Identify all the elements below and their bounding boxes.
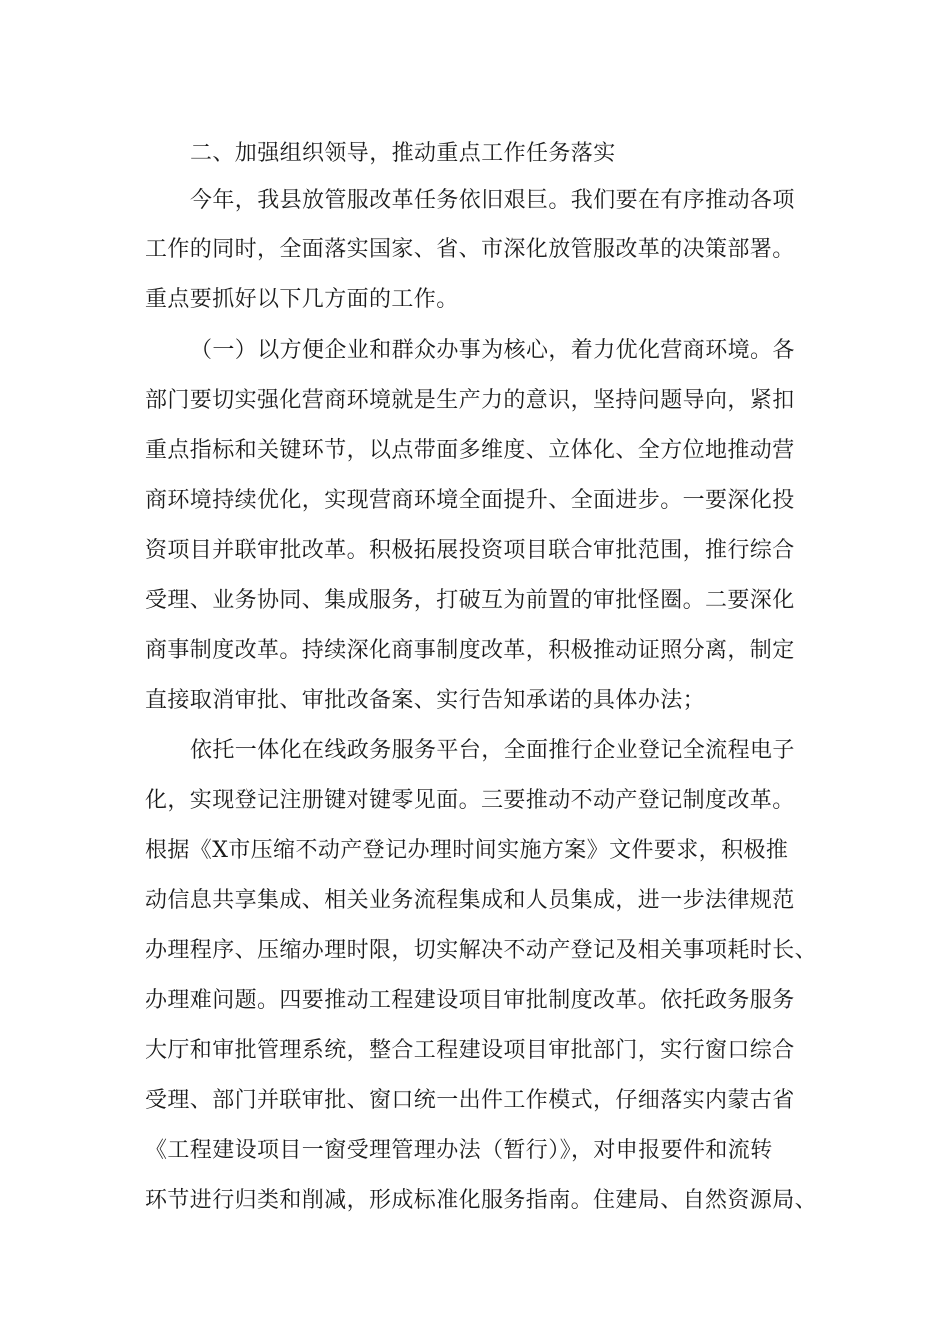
paragraph-line: 受理、部门并联审批、窗口统一出件工作模式，仔细落实内蒙古省	[145, 1088, 795, 1113]
paragraph-line: 办理难问题。四要推动工程建设项目审批制度改革。依托政务服务	[145, 988, 795, 1013]
paragraph-line: 根据《X市压缩不动产登记办理时间实施方案》文件要求，积极推	[145, 838, 789, 863]
paragraph-line: 动信息共享集成、相关业务流程集成和人员集成，进一步法律规范	[145, 888, 795, 913]
paragraph-line: 受理、业务协同、集成服务，打破互为前置的审批怪圈。二要深化	[145, 588, 795, 613]
section-heading: 二、加强组织领导，推动重点工作任务落实	[190, 141, 616, 166]
paragraph-line: 环节进行归类和削减，形成标准化服务指南。住建局、自然资源局、	[145, 1188, 818, 1213]
paragraph-line: 资项目并联审批改革。积极拓展投资项目联合审批范围，推行综合	[145, 538, 795, 563]
paragraph-line: 商事制度改革。持续深化商事制度改革，积极推动证照分离，制定	[145, 638, 795, 663]
paragraph-line: 重点指标和关键环节，以点带面多维度、立体化、全方位地推动营	[145, 438, 795, 463]
paragraph-line: 化，实现登记注册键对键零见面。三要推动不动产登记制度改革。	[145, 788, 795, 813]
paragraph-line: 商环境持续优化，实现营商环境全面提升、全面进步。一要深化投	[145, 488, 795, 513]
paragraph-line: 直接取消审批、审批改备案、实行告知承诺的具体办法；	[145, 688, 706, 713]
paragraph-line: 今年，我县放管服改革任务依旧艰巨。我们要在有序推动各项	[190, 188, 795, 213]
paragraph-line: 大厅和审批管理系统，整合工程建设项目审批部门，实行窗口综合	[145, 1038, 795, 1063]
paragraph-line: （一）以方便企业和群众办事为核心，着力优化营商环境。各	[190, 338, 795, 363]
paragraph-line: 依托一体化在线政务服务平台，全面推行企业登记全流程电子	[190, 738, 795, 763]
paragraph-line: 重点要抓好以下几方面的工作。	[145, 287, 459, 312]
paragraph-line: 《工程建设项目一窗受理管理办法（暂行）》，对申报要件和流转	[145, 1138, 773, 1163]
paragraph-line: 办理程序、压缩办理时限，切实解决不动产登记及相关事项耗时长、	[145, 938, 818, 963]
paragraph-line: 部门要切实强化营商环境就是生产力的意识，坚持问题导向，紧扣	[145, 388, 795, 413]
paragraph-line: 工作的同时，全面落实国家、省、市深化放管服改革的决策部署。	[145, 237, 795, 262]
